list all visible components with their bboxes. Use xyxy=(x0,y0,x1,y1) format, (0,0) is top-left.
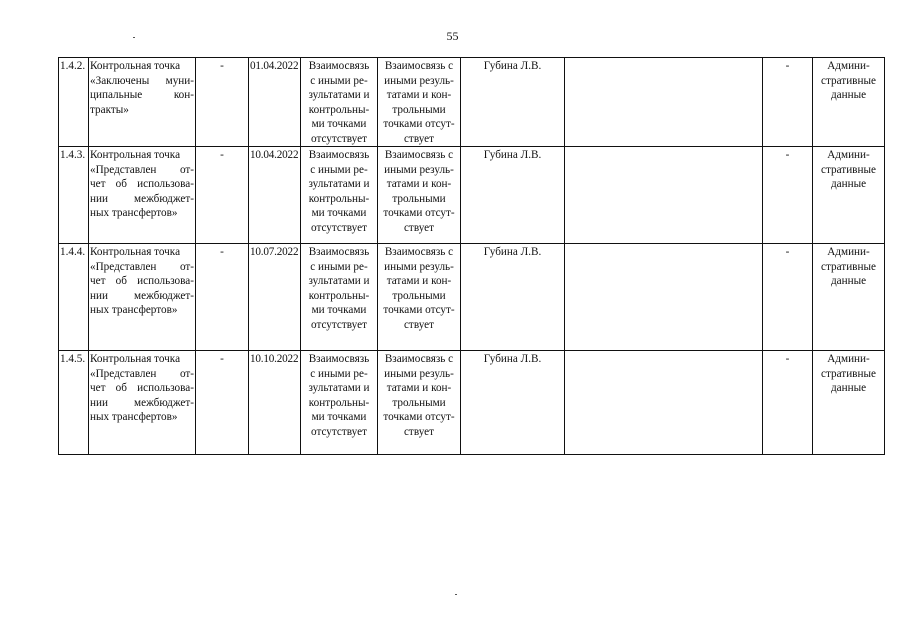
relation-results-line: зультатами и xyxy=(308,89,370,101)
relation-results-line: зультатами и xyxy=(308,382,370,394)
dash-cell xyxy=(763,147,813,244)
responsible-person-cell xyxy=(461,244,565,351)
table-row xyxy=(59,147,885,244)
scan-speck xyxy=(133,37,135,38)
dash-value: - xyxy=(785,60,790,72)
base-value: - xyxy=(220,353,224,365)
dash-value: - xyxy=(785,246,790,258)
title-word: ципальные xyxy=(90,89,143,101)
relation-points-line: точками отсут- xyxy=(383,411,455,423)
title-word: об xyxy=(115,275,127,287)
relation-results-cell xyxy=(301,351,378,455)
title-word: использова- xyxy=(137,275,194,287)
relation-points-line: точками отсут- xyxy=(383,207,455,219)
title-word: «Представлен xyxy=(90,260,157,273)
responsible-person: Губина Л.В. xyxy=(483,246,542,258)
data-source-line: стративные xyxy=(821,163,876,176)
dash-cell xyxy=(763,58,813,147)
title-line: Контрольная точка xyxy=(90,246,181,258)
relation-results-cell xyxy=(301,244,378,351)
dash-value: - xyxy=(785,353,790,365)
base-value-cell xyxy=(196,351,249,455)
relation-results-line: отсутствует xyxy=(311,425,367,438)
responsible-person-cell xyxy=(461,351,565,455)
data-source-line: данные xyxy=(830,178,867,190)
empty-cell xyxy=(565,351,763,455)
control-date: 10.10.2022 xyxy=(250,353,299,365)
relation-points-line: ствует xyxy=(403,221,435,234)
relation-points-line: ствует xyxy=(403,132,435,145)
title-word: межбюджет- xyxy=(134,192,194,205)
row-number-cell xyxy=(59,244,89,351)
title-line xyxy=(90,381,194,396)
title-word: об xyxy=(115,382,127,394)
row-number: 1.4.3. xyxy=(60,149,86,161)
relation-points-line: Взаимосвязь с xyxy=(384,353,454,365)
data-source-cell xyxy=(813,351,885,455)
relation-results-line: отсутствует xyxy=(311,318,367,331)
relation-results-line: контрольны- xyxy=(308,103,370,116)
table-row xyxy=(59,351,885,455)
date-cell xyxy=(249,147,301,244)
relation-points-cell xyxy=(378,244,461,351)
date-cell xyxy=(249,58,301,147)
row-number: 1.4.5. xyxy=(60,353,86,365)
title-line xyxy=(90,396,194,411)
relation-results-line: с иными ре- xyxy=(310,260,368,273)
data-source-line: данные xyxy=(830,275,867,287)
title-word: чет xyxy=(90,275,106,287)
relation-points-line: татами и кон- xyxy=(386,178,452,190)
relation-results-line: зультатами и xyxy=(308,275,370,287)
data-source-line: Админи- xyxy=(827,353,870,365)
base-value: - xyxy=(220,149,224,161)
title-line: Контрольная точка xyxy=(90,149,181,161)
date-cell xyxy=(249,351,301,455)
relation-results-cell xyxy=(301,58,378,147)
base-value-cell xyxy=(196,244,249,351)
title-word: от- xyxy=(179,260,194,273)
relation-points-line: татами и кон- xyxy=(386,89,452,101)
table-row xyxy=(59,244,885,351)
row-number-cell xyxy=(59,147,89,244)
relation-points-line: татами и кон- xyxy=(386,275,452,287)
relation-results-line: контрольны- xyxy=(308,192,370,205)
base-value: - xyxy=(220,60,224,72)
relation-points-line: иными резуль- xyxy=(384,260,454,273)
relation-results-line: с иными ре- xyxy=(310,163,368,176)
title-word: межбюджет- xyxy=(134,289,194,302)
relation-points-line: иными резуль- xyxy=(384,74,454,87)
relation-results-line: ми точками xyxy=(311,207,367,219)
relation-results-line: Взаимосвязь xyxy=(308,60,370,72)
relation-results-line: ми точками xyxy=(311,304,367,316)
row-number: 1.4.4. xyxy=(60,246,86,258)
empty-cell xyxy=(565,58,763,147)
title-word: «Заключены xyxy=(90,74,150,87)
dash-cell xyxy=(763,244,813,351)
relation-points-cell xyxy=(378,147,461,244)
data-source-line: Админи- xyxy=(827,60,870,72)
relation-points-line: татами и кон- xyxy=(386,382,452,394)
title-line: ных трансфертов» xyxy=(90,411,178,423)
title-line: ных трансфертов» xyxy=(90,207,178,219)
data-source-line: стративные xyxy=(821,260,876,273)
control-point-title-cell xyxy=(89,58,196,147)
relation-results-line: отсутствует xyxy=(311,221,367,234)
responsible-person-cell xyxy=(461,147,565,244)
title-word: нии xyxy=(90,192,108,205)
data-source-line: данные xyxy=(830,89,867,101)
title-word: чет xyxy=(90,382,106,394)
relation-results-line: контрольны- xyxy=(308,289,370,302)
relation-points-line: Взаимосвязь с xyxy=(384,60,454,72)
control-points-table xyxy=(58,57,885,455)
control-point-title-cell xyxy=(89,147,196,244)
control-date: 10.04.2022 xyxy=(250,149,299,161)
title-word: от- xyxy=(179,367,194,380)
relation-points-line: трольными xyxy=(392,192,446,205)
relation-results-line: ми точками xyxy=(311,118,367,130)
title-word: «Представлен xyxy=(90,163,157,176)
relation-results-line: Взаимосвязь xyxy=(308,246,370,258)
title-line xyxy=(90,289,194,304)
row-number-cell xyxy=(59,351,89,455)
page-number: 55 xyxy=(446,29,459,43)
relation-results-line: отсутствует xyxy=(311,132,367,145)
relation-points-line: точками отсут- xyxy=(383,118,455,130)
data-source-line: стративные xyxy=(821,74,876,87)
relation-points-cell xyxy=(378,351,461,455)
data-source-line: Админи- xyxy=(827,246,870,258)
title-word: муни- xyxy=(165,74,194,87)
data-source-cell xyxy=(813,58,885,147)
relation-results-line: Взаимосвязь xyxy=(308,149,370,161)
relation-results-line: зультатами и xyxy=(308,178,370,190)
relation-results-line: Взаимосвязь xyxy=(308,353,370,365)
data-source-line: данные xyxy=(830,382,867,394)
title-word: использова- xyxy=(137,382,194,394)
dash-cell xyxy=(763,351,813,455)
responsible-person-cell xyxy=(461,58,565,147)
empty-cell xyxy=(565,244,763,351)
relation-points-line: трольными xyxy=(392,103,446,116)
data-source-cell xyxy=(813,244,885,351)
relation-points-line: ствует xyxy=(403,425,435,438)
title-line: ных трансфертов» xyxy=(90,304,178,316)
scan-speck xyxy=(455,594,457,595)
responsible-person: Губина Л.В. xyxy=(483,353,542,365)
title-line xyxy=(90,192,194,207)
title-line: тракты» xyxy=(90,103,129,116)
title-line xyxy=(90,74,194,89)
title-word: кон- xyxy=(173,89,194,101)
relation-points-cell xyxy=(378,58,461,147)
title-word: «Представлен xyxy=(90,367,157,380)
responsible-person: Губина Л.В. xyxy=(483,149,542,161)
control-point-title-cell xyxy=(89,351,196,455)
title-line xyxy=(90,88,194,103)
relation-points-line: иными резуль- xyxy=(384,163,454,176)
title-word: от- xyxy=(179,163,194,176)
relation-points-line: точками отсут- xyxy=(383,304,455,316)
data-source-cell xyxy=(813,147,885,244)
control-date: 10.07.2022 xyxy=(250,246,299,258)
title-word: межбюджет- xyxy=(134,396,194,409)
title-word: чет xyxy=(90,178,106,190)
title-word: нии xyxy=(90,289,108,302)
base-value-cell xyxy=(196,147,249,244)
relation-points-line: Взаимосвязь с xyxy=(384,246,454,258)
relation-points-line: трольными xyxy=(392,396,446,409)
relation-results-line: контрольны- xyxy=(308,396,370,409)
relation-points-line: ствует xyxy=(403,318,435,331)
dash-value: - xyxy=(785,149,790,161)
empty-cell xyxy=(565,147,763,244)
title-line xyxy=(90,274,194,289)
relation-points-line: трольными xyxy=(392,289,446,302)
control-date: 01.04.2022 xyxy=(250,60,299,72)
title-word: использова- xyxy=(137,178,194,190)
title-line xyxy=(90,163,194,178)
relation-results-line: с иными ре- xyxy=(310,74,368,87)
row-number-cell xyxy=(59,58,89,147)
title-line xyxy=(90,367,194,382)
date-cell xyxy=(249,244,301,351)
data-source-line: стративные xyxy=(821,367,876,380)
base-value-cell xyxy=(196,58,249,147)
row-number: 1.4.2. xyxy=(60,60,86,72)
relation-points-line: иными резуль- xyxy=(384,367,454,380)
title-word: нии xyxy=(90,396,108,409)
data-source-line: Админи- xyxy=(827,149,870,161)
title-line xyxy=(90,260,194,275)
control-point-title-cell xyxy=(89,244,196,351)
title-word: об xyxy=(115,178,127,190)
relation-results-cell xyxy=(301,147,378,244)
table-row xyxy=(59,58,885,147)
relation-results-line: с иными ре- xyxy=(310,367,368,380)
title-line: Контрольная точка xyxy=(90,60,181,72)
relation-points-line: Взаимосвязь с xyxy=(384,149,454,161)
title-line xyxy=(90,177,194,192)
responsible-person: Губина Л.В. xyxy=(483,60,542,72)
relation-results-line: ми точками xyxy=(311,411,367,423)
base-value: - xyxy=(220,246,224,258)
title-line: Контрольная точка xyxy=(90,353,181,365)
